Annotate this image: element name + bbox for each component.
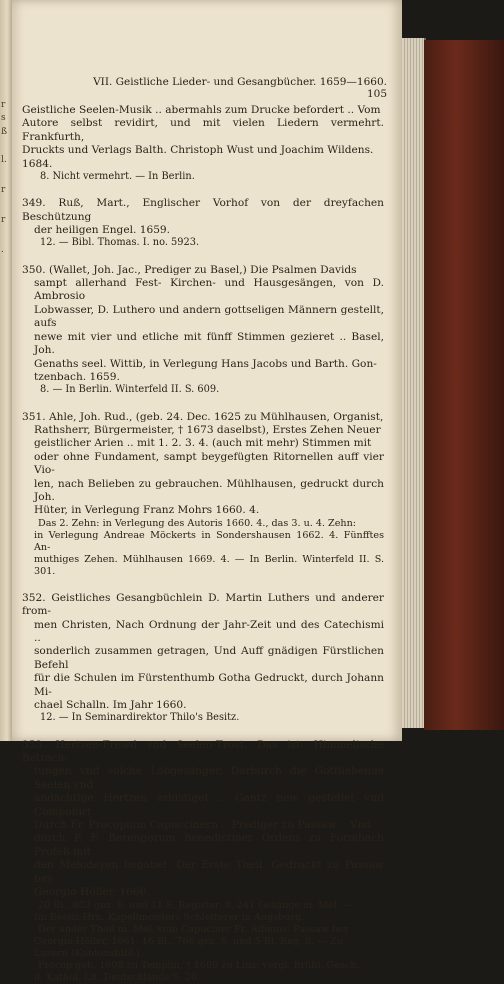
entry-note: Das 2. Zehn: in Verlegung des Autoris 1660. 4., das 3. u. 4. Zehn: in Verlegung Andreae Möckerts in Sondershausen 1662. 4. Fünfftes An- muthiges Zehen. Mühlhausen 1669. 4. — In Berlin. Winterfeld II. S. 301. bbox=[34, 517, 384, 577]
entry-text: 350. (Wallet, Joh. Jac., Prediger zu Basel,) Die Psalmen Davids sampt allerhand Fest- Kirchen- und Hausgesängen, von D. Ambrosio Lobwasser, D. Luthero und andern gottseligen Männern gestellt, aufs newe mit vier und etliche mit fünff Stimmen gezieret .. Basel, Joh. Genaths seel. Wittib, in Verlegung Hans Jacobs und Barth. Gon- tzenbach. 1659. bbox=[22, 263, 384, 383]
running-title: VII. Geistliche Lieder- und Gesangbücher. 1659—1660. bbox=[93, 76, 387, 88]
page-body bbox=[22, 72, 384, 984]
entry-number: 352. bbox=[22, 591, 46, 604]
entry-text: 349. Ruß, Mart., Englischer Vorhof von der dreyfachen Beschützung der heiligen Engel. 1659. bbox=[22, 197, 384, 237]
entry-text: 351. Ahle, Joh. Rud., (geb. 24. Dec. 1625 zu Mühlhausen, Organist, Rathsherr, Bürgermeister, † 1673 daselbst), Erstes Zehen Neuer geistlicher Arien .. mit 1. 2. 3. 4. (auch mit mehr) Stimmen mit oder ohne Fundament, sampt beygefügten Ritornellen auff vier Vio- len, nach Belieben zu gebrauchen. Mühlhausen, gedruckt durch Joh. Hüter, in Verlegung Franz Mohrs 1660. 4. bbox=[22, 410, 384, 517]
book-cover bbox=[424, 40, 504, 730]
page-number: 105 bbox=[366, 88, 387, 100]
entry-text: Geistliche Seelen-Musik .. abermahls zum Drucke befordert .. Vom Autore selbst revidirt, und mit vielen Liedern vermehrt. Frankfurth, Druckts und Verlags Balth. Christoph Wust und Joachim Wildens. 1684. bbox=[22, 104, 384, 170]
margin-glyph: . bbox=[1, 245, 4, 255]
bibliography-entry bbox=[22, 411, 384, 578]
bibliography-entry bbox=[22, 104, 384, 183]
facing-page-edge bbox=[0, 0, 12, 741]
entry-format: 12. — Bibl. Thomas. I. no. 5923. bbox=[40, 237, 200, 249]
margin-glyph: ß bbox=[1, 127, 8, 137]
entry-format: 12. — In Seminardirektor Thilo's Besitz. bbox=[40, 712, 240, 724]
bibliography-entry bbox=[22, 592, 384, 725]
margin-glyph: l. bbox=[1, 155, 7, 165]
entry-number: 351. bbox=[22, 410, 46, 423]
margin-glyph: s bbox=[1, 113, 6, 123]
margin-glyph: r bbox=[1, 185, 6, 195]
entry-note: 20 Bl., 803 gez. S. und 11 S. Register. 8. 241 Gesänge m. Mel. — Im Besitz Hrn. Kapellmeisters Schletterer in Augsburg. Der ander Theil m. Mel. vom Capuciner Fr. Albinus. Passaw bey Georgio Höller, 1661. 16 Bl., 766 gez. S. und 5 Bl. Reg. 8. — Zu Luzern (Kantonsbibl.). Procop geb. 1608 zu Templin, † 1680 zu Linz; vergl. Brühl, Gesch. d. Kathol. Lit. Deutschlands S. 20. bbox=[34, 899, 360, 983]
page-stack-edge bbox=[402, 38, 426, 728]
entry-number: 349. bbox=[22, 197, 46, 210]
margin-glyph: r bbox=[1, 100, 6, 110]
bibliography-entry bbox=[22, 197, 384, 249]
entry-number: 350. bbox=[22, 263, 46, 276]
entry-number: 353. bbox=[22, 738, 46, 751]
bibliography-entry bbox=[22, 739, 384, 984]
entry-format: 8. — In Berlin. Winterfeld II. S. 609. bbox=[40, 384, 220, 396]
entry-format: 8. Nicht vermehrt. — In Berlin. bbox=[40, 171, 195, 183]
entry-text: 352. Geistliches Gesangbüchlein D. Martin Luthers und anderer from- men Christen, Nach Ordnung der Jahr-Zeit und des Catechismi .. sonderlich zusammen getragen, Und Auff gnädigen Fürstlichen Befehl für die Schulen im Fürstenthumb Gotha Gedruckt, durch Johann Mi- chael Schalln. Im Jahr 1660. bbox=[22, 591, 384, 712]
margin-glyph: r bbox=[1, 215, 6, 225]
entry-text: 353. Hertzen-Frewd vnd Seelen-Trost. Das ist: Himmelische Betrach- tungen vnd solche Lobgesänger, Darburch die Gottliebende Seelen vnd andächtige Hertzen erlustiget .. Gantz new gestellet vnd Componirt Durch Fr. Procopium Capuccinern .. Prediger zu Passaw .. Vnd durch P. F. Berengerum Benedictiner Ordens zu Formbach Profeß mit den Melodeyen begabet. Der Erste Theil. Gedruckt zu Passaw bey Georgio Höller, 1660. bbox=[22, 738, 384, 899]
bibliography-entry bbox=[22, 264, 384, 397]
